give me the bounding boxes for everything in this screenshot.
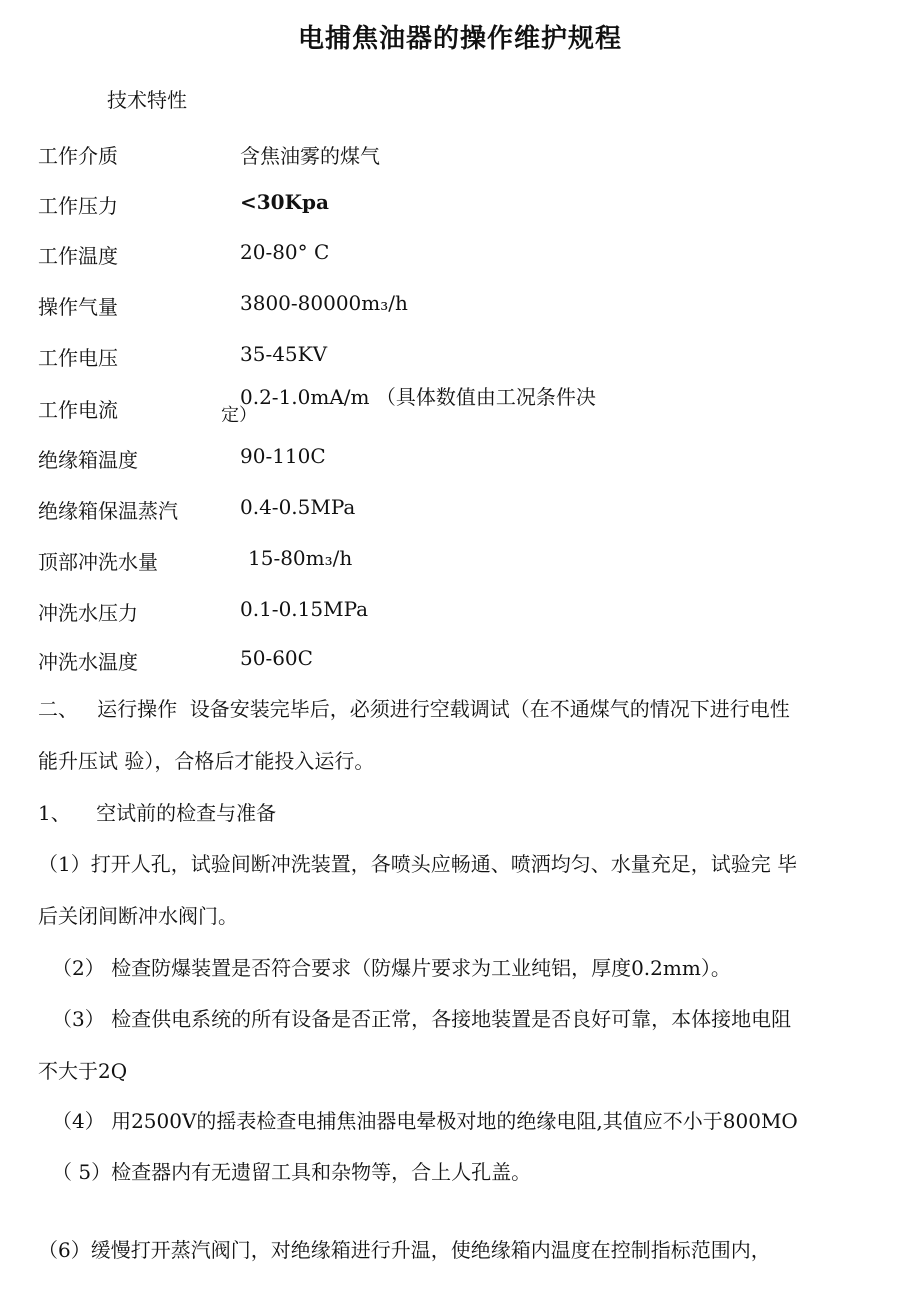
spec-value: 35-45KV — [240, 342, 328, 366]
spec-value: 90-110C — [240, 444, 326, 468]
spec-value: 50-60C — [240, 646, 313, 670]
spec-value: 15-80m₃/h — [248, 546, 353, 570]
spec-label: 工作压力 — [38, 194, 118, 218]
spec-row — [38, 382, 898, 432]
spec-label: 操作气量 — [38, 295, 118, 319]
spec-value: 0.1-0.15MPa — [240, 597, 369, 621]
spec-row — [38, 342, 898, 372]
section-heading: 技术特性 — [107, 88, 187, 112]
paragraph-line: 能升压试 验），合格后才能投入运行。 — [38, 749, 375, 773]
paragraph-line: （2） 检查防爆装置是否符合要求（防爆片要求为工业纯铝，厚度0.2mm）。 — [52, 956, 731, 980]
spec-value: 3800-80000m₃/h — [240, 291, 408, 315]
spec-label: 工作电压 — [38, 346, 118, 370]
spec-value: <30Kpa — [240, 190, 329, 214]
paragraph-line: （4） 用2500V的摇表检查电捕焦油器电晕极对地的绝缘电阻,其值应不小于800MO — [52, 1109, 798, 1133]
paragraph-line: （6）缓慢打开蒸汽阀门，对绝缘箱进行升温，使绝缘箱内温度在控制指标范围内， — [38, 1238, 771, 1262]
spec-label: 冲洗水温度 — [38, 650, 138, 674]
paragraph-line: 1、 空试前的检查与准备 — [38, 801, 277, 825]
spec-value-continuation: 定） — [221, 405, 257, 422]
spec-row — [38, 597, 898, 627]
spec-label: 工作温度 — [38, 244, 118, 268]
spec-label: 冲洗水压力 — [38, 601, 138, 625]
spec-value: 0.2-1.0mA/m （具体数值由工况条件决 — [240, 385, 596, 409]
paragraph-line: 二、 运行操作 设备安装完毕后，必须进行空载调试（在不通煤气的情况下进行电性 — [38, 697, 790, 721]
spec-row — [38, 190, 898, 220]
spec-row — [38, 646, 898, 676]
paragraph-line: 后关闭间断冲水阀门。 — [38, 904, 238, 928]
spec-row — [38, 546, 898, 576]
paragraph-line: 不大于2Q — [38, 1059, 128, 1083]
paragraph-line: （1）打开人孔，试验间断冲洗装置，各喷头应畅通、喷洒均匀、水量充足，试验完 毕 — [38, 852, 798, 876]
spec-row — [38, 444, 898, 474]
spec-label: 绝缘箱保温蒸汽 — [38, 499, 178, 523]
spec-label: 工作介质 — [38, 144, 118, 168]
paragraph-line: （ 5）检查器内有无遗留工具和杂物等，合上人孔盖。 — [52, 1160, 532, 1184]
spec-row — [38, 291, 898, 321]
document-title: 电捕焦油器的操作维护规程 — [297, 24, 622, 54]
spec-row — [38, 495, 898, 525]
spec-row — [38, 240, 898, 270]
spec-value: 20-80° C — [240, 240, 330, 264]
spec-label: 绝缘箱温度 — [38, 448, 138, 472]
spec-value: 0.4-0.5MPa — [240, 495, 356, 519]
paragraph-line: （3） 检查供电系统的所有设备是否正常，各接地装置是否良好可靠，本体接地电阻 — [52, 1007, 792, 1031]
spec-value: 含焦油雾的煤气 — [240, 144, 380, 168]
spec-label: 顶部冲洗水量 — [38, 550, 158, 574]
spec-label: 工作电流 — [38, 398, 118, 422]
spec-row — [38, 140, 898, 170]
